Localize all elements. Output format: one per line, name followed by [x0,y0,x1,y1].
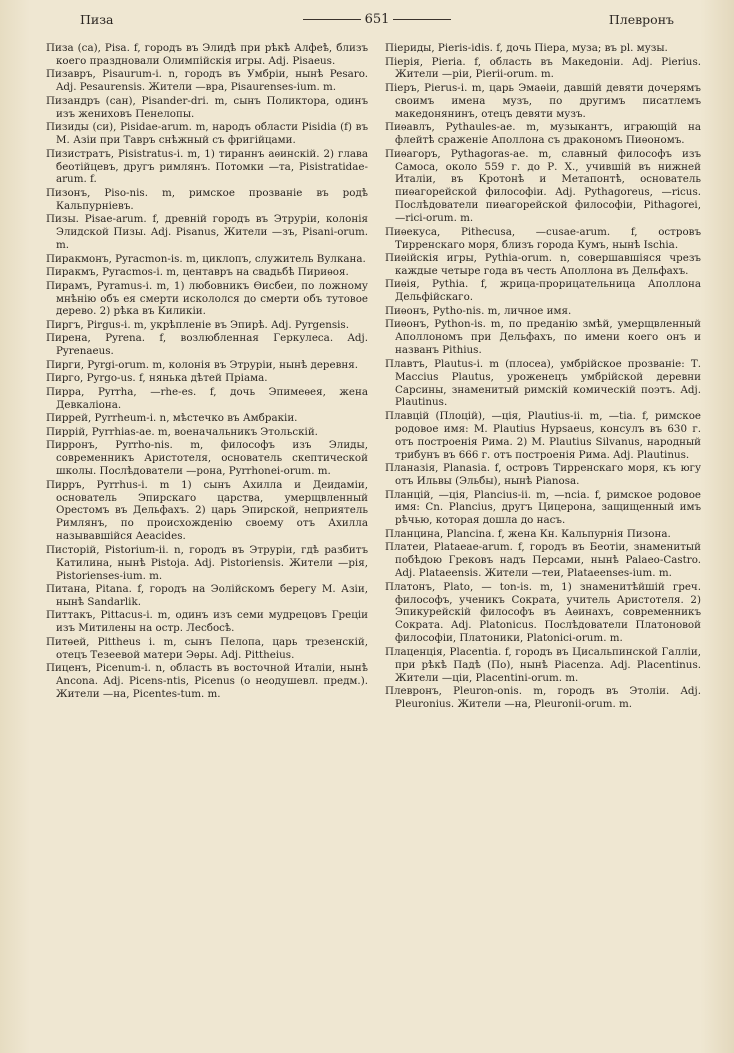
dictionary-entry: Пизистратъ, Pisistratus-i. m, 1) тираннъ аѳинскій. 2) глава беотійцевъ, другъ римлянъ. Потомки —та, Pisistratidae-arum. f. [46,147,368,186]
dictionary-entry: Пизандръ (сан), Pisander-dri. m, сынъ Поликтора, одинъ изъ жениховъ Пенелопы. [46,94,368,120]
dictionary-entry: Піерія, Pieria. f, область въ Македоніи. Adj. Pierius. Жители —ріи, Pierii-orum. m. [385,55,701,81]
right-column [385,42,701,1047]
dictionary-entry: Пизиды (си), Pisidae-arum. m, народъ области Pisidia (f) въ М. Азіи при Тавръ снѣжный съ фригійцами. [46,121,368,147]
dictionary-entry: Пиррій, Pyrrhias-ae. m, военачальникъ Этольскій. [46,425,318,438]
dictionary-entry: Пиррей, Pyrrheum-i. n, мѣстечко въ Амбракіи. [46,412,298,425]
dictionary-entry: Піеръ, Pierus-i. m, царь Эмаѳіи, давшій девяти дочерямъ своимъ имена музъ, по другимъ писатлемъ македонянинъ, отецъ девяти музъ. [385,81,701,120]
dictionary-entry: Платонъ, Plato, — ton-is. m, 1) знаменитѣйшій греч. философъ, ученикъ Сократа, учитель Аристотеля. 2) Эпикурейскій философъ въ Аѳинахъ, современникъ Сократа. Adj. Platonicus. Послѣдователи Платоновой философіи, Платоники, Platonici-orum. m. [385,580,701,645]
header-right-catchword: Плевронъ [608,11,674,27]
dictionary-entry: Пиракмъ, Pyracmos-i. m, центавръ на свадьбѣ Пириѳоя. [46,266,349,279]
dictionary-entry: Пиргъ, Pirgus-i. m, укрѣпленіе въ Эпирѣ. Adj. Pyrgensis. [46,318,349,331]
dictionary-entry: Пиракмонъ, Pyracmon-is. m, циклопъ, служитель Вулкана. [46,252,366,265]
dictionary-entry: Плавцій (Плоцій), —ція, Plautius-ii. m, —tia. f, римское родовое имя: M. Plautius Hypsaeus, консулъ въ 630 г. отъ построенія Рима. 2) M. Plautius Silvanus, народный трибунъ въ 666 г. отъ построенія Рима. Adj. Plautinus. [385,409,701,461]
page-number: 651 [364,11,390,27]
dictionary-entry: Пиѳія, Pythia. f, жрица-прорицательница Аполлона Дельфійскаго. [385,278,701,304]
dictionary-entry: Пизавръ, Pisaurum-i. n, городъ въ Умбріи, нынѣ Pesaro. Adj. Pesaurensis. Жители —вра, Pisaurenses-ium. m. [46,68,368,94]
dictionary-entry: Пиѳонъ, Python-is. m, по преданію змѣй, умерщвленный Аполлономъ при Дельфахъ, по имени коего онъ и названъ Pithius. [385,318,701,357]
dictionary-entry: Пиѳавлъ, Pythaules-ae. m, музыкантъ, играющій на флейтѣ сраженіе Аполлона съ дракономъ Пиѳономъ. [385,121,701,147]
page-header [40,8,694,30]
dictionary-entry: Питтакъ, Pittacus-i. m, одинъ изъ семи мудрецовъ Греціи изъ Митилены на остр. Лесбосѣ. [46,609,368,635]
dictionary-entry: Планцій, —ція, Plancius-ii. m, —ncia. f, римское родовое имя: Cn. Plancius, другъ Цицерона, защищенный имъ рѣчью, которая дошла до насъ. [385,488,701,527]
dictionary-entry: Пиѳекуса, Pithecusa, —cusae-arum. f, островъ Тирренскаго моря, близъ города Кумъ, нынѣ Ischia. [385,225,701,251]
dictionary-entry: Пиѳонъ, Pytho-nis. m, личное имя. [385,304,572,317]
dictionary-entry: Пиза (са), Pisa. f, городъ въ Элидѣ при рѣкѣ Алфеѣ, близъ коего праздновали Олимпійскія игры. Adj. Pisaeus. [46,42,368,67]
left-column [46,42,368,1047]
dictionary-entry: Плевронъ, Pleuron-onis. m, городъ въ Этоліи. Adj. Pleuronius. Жители —на, Pleuronii-orum. m. [385,685,701,710]
header-rule-right [393,19,451,20]
dictionary-entry: Пирго, Pyrgo-us. f, нянька дѣтей Пріама. [46,372,268,385]
dictionary-entry: Піериды, Pieris-idis. f, дочь Піера, муза; въ pl. музы. [385,42,668,54]
dictionary-entry: Питана, Pitana. f, городъ на Эолійскомъ берегу М. Азіи, нынѣ Sandarlik. [46,583,368,608]
dictionary-entry: Пирронъ, Pyrrho-nis. m, философъ изъ Элиды, современникъ Аристотеля, основатель скептической школы. Послѣдователи —рона, Pyrrhonei-orum. m. [46,439,368,478]
dictionary-entry: Пизонъ, Piso-nis. m, римское прозваніе въ родѣ Кальпурніевъ. [46,186,368,212]
dictionary-entry: Платеи, Plataeae-arum. f, городъ въ Беотіи, знаменитый побѣдою Грековъ надъ Персами, нынѣ Palaeo-Castro. Adj. Plataeensis. Жители —теи, Plataeenses-ium. m. [385,541,701,580]
dictionary-entry: Пирръ, Pyrrhus-i. m 1) сынъ Ахилла и Деидаміи, основатель Эпирскаго царства, умерщвленный Орестомъ въ Дельфахъ. 2) царь Эпирской, неприятель Римлянъ, по происхожденію своему отъ Ахилла называвшійся Aeacides. [46,478,368,543]
header-rule-left [303,19,361,20]
dictionary-entry: Пизы. Pisae-arum. f, древній городъ въ Этруріи, колонія Элидской Пизы. Adj. Pisanus, Жители —зъ, Pisani-orum. m. [46,213,368,252]
dictionary-entry: Планцина, Plancina. f, жена Кн. Кальпурнія Пизона. [385,527,671,540]
dictionary-entry: Пирена, Pyrena. f, возлюбленная Геркулеса. Adj. Pyrenaeus. [46,332,368,358]
dictionary-entry: Пиѳагоръ, Pythagoras-ae. m, славный философъ изъ Самоса, около 559 г. до Р. Х., учившій въ нижней Италіи, въ Кротонѣ и Метапонтѣ, основатель пиѳагорейской философіи. Adj. Pythagoreus, —ricus. Послѣдователи пиѳагорейской философіи, Pithagorei, —rici-orum. m. [385,147,701,225]
dictionary-entry: Планазія, Planasia. f, островъ Тирренскаго моря, къ югу отъ Ильвы (Эльбы), нынѣ Pianosa. [385,462,701,488]
dictionary-entry: Питѳей, Pittheus i. m, сынъ Пелопа, царь трезенскій, отецъ Тезеевой матери Эѳры. Adj. Pittheius. [46,635,368,661]
dictionary-entry: Пирра, Pyrrha, —rhe-es. f, дочь Эпимеѳея, жена Девкаліона. [46,385,368,411]
dictionary-entry: Плавтъ, Plautus-i. m (плосеа), умбрійское прозваніе: Т. Maccius Plautus, уроженецъ умбрійской деревни Сарсины, знаменитый римскій комическій поэтъ. Adj. Plautinus. [385,357,701,409]
header-center [299,12,456,27]
dictionary-entry: Пиценъ, Picenum-i. n, область въ восточной Италіи, нынѣ Ancona. Adj. Picens-ntis, Picenus (о неодушевл. предм.). Жители —на, Picentes-tum. m. [46,662,368,701]
dictionary-entry: Пирамъ, Pyramus-i. m, 1) любовникъ Ѳисбеи, по ложному мнѣнію объ ея смерти искололся до смерти объ тутовое дерево. 2) рѣка въ Киликіи. [46,279,368,318]
dictionary-entry: Пирги, Pyrgi-orum. m, колонія въ Этруріи, нынѣ деревня. [46,358,359,371]
dictionary-entry: Писторій, Pistorium-ii. n, городъ въ Этруріи, гдѣ разбитъ Катилина, нынѣ Pistoja. Adj. Pistoriensis. Жители —рія, Pistorienses-ium. m. [46,543,368,582]
header-left-catchword: Пиза [80,11,114,27]
dictionary-entry: Пиѳійскія игры, Pythia-orum. n, совершавшіяся чрезъ каждые четыре года въ честь Аполлона въ Дельфахъ. [385,252,701,277]
dictionary-entry: Плаценція, Placentia. f, городъ въ Цисальпинской Галліи, при рѣкѣ Падѣ (По), нынѣ Piacenza. Adj. Placentinus. Жители —ціи, Placentini-orum. m. [385,645,701,684]
